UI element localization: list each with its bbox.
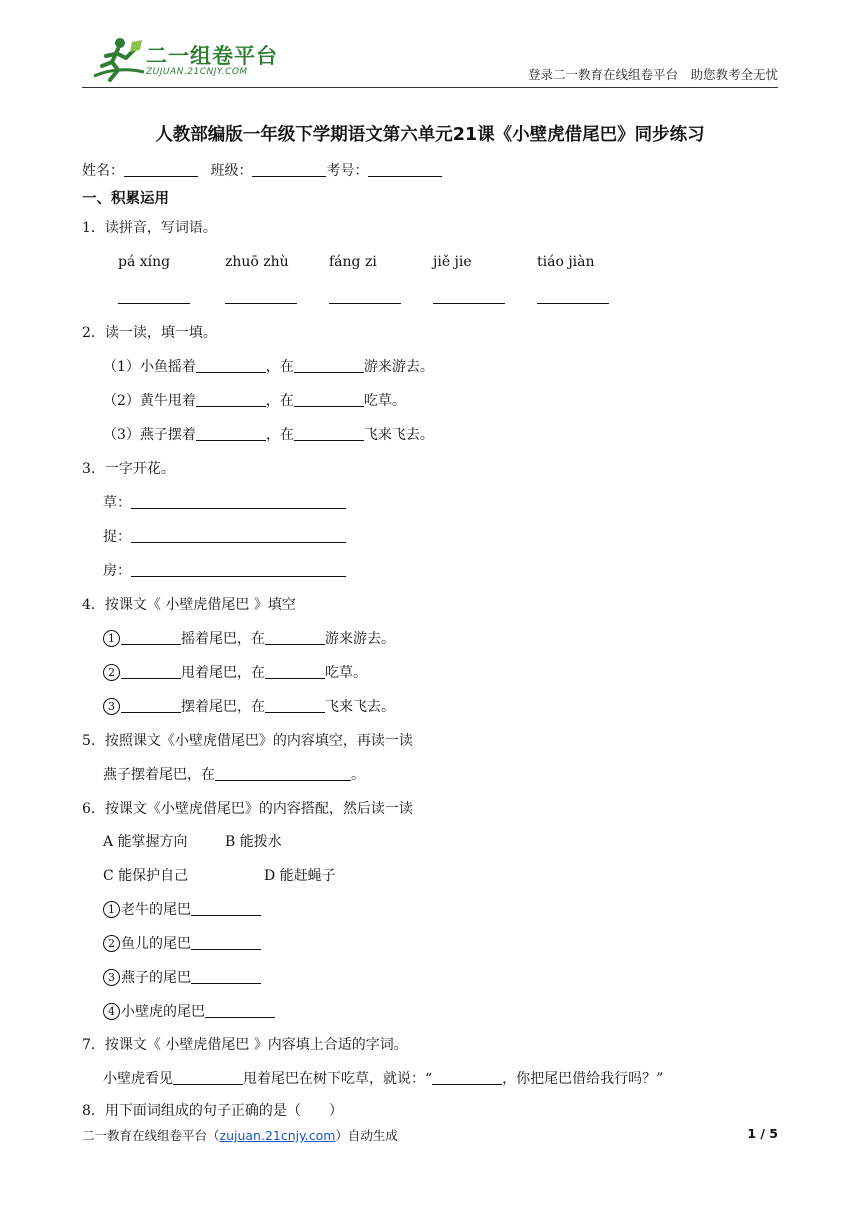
item-text: 飞来飞去。: [325, 699, 395, 715]
question-4-item-3: [103, 697, 395, 717]
question-7-item: [103, 1069, 663, 1089]
question-1-stem: 1．读拼音，写词语。: [82, 220, 217, 236]
item-text: 燕子的尾巴: [121, 970, 191, 986]
pinyin-answer-blank-1[interactable]: [118, 303, 190, 304]
question-3-item-1: [103, 493, 346, 513]
circled-number: 1: [103, 901, 120, 918]
option-a: A 能掌握方向: [103, 834, 188, 850]
footer-text: 二一教育在线组卷平台（: [82, 1128, 220, 1143]
question-4-item-1: [103, 629, 395, 649]
answer-blank[interactable]: [265, 629, 325, 645]
item-text: 飞来飞去。: [363, 427, 434, 443]
answer-blank[interactable]: [196, 357, 266, 373]
pinyin-answer-blank-5[interactable]: [537, 303, 609, 304]
pinyin-5: tiáo jiàn: [537, 254, 595, 270]
item-text: 游来游去。: [325, 631, 395, 647]
question-6-item-1: [103, 900, 261, 920]
answer-blank[interactable]: [432, 1069, 502, 1085]
answer-blank[interactable]: [265, 663, 325, 679]
pinyin-2: zhuō zhù: [225, 254, 289, 270]
circled-number: 3: [103, 698, 120, 715]
answer-blank[interactable]: [121, 697, 181, 713]
exam-number-blank[interactable]: [368, 161, 442, 177]
item-text: ，你把尾巴借给我行吗？”: [502, 1071, 664, 1087]
class-label: 班级：: [210, 163, 253, 179]
question-6-item-3: [103, 968, 261, 988]
answer-blank[interactable]: [196, 391, 266, 407]
option-b: B 能拨水: [225, 834, 282, 850]
question-6-item-2: [103, 934, 261, 954]
option-c: C 能保护自己: [103, 868, 189, 884]
question-7-stem: 7．按课文《 小壁虎借尾巴 》内容填上合适的字词。: [82, 1037, 408, 1053]
item-text: 甩着尾巴在树下吃草，就说：“: [243, 1071, 433, 1087]
item-text: 鱼儿的尾巴: [121, 936, 191, 952]
question-5-item: [103, 765, 365, 785]
pinyin-1: pá xíng: [118, 254, 171, 270]
item-text: 游来游去。: [363, 359, 434, 375]
class-blank[interactable]: [252, 161, 326, 177]
answer-blank[interactable]: [173, 1069, 243, 1085]
item-text: ，在: [265, 427, 294, 443]
answer-blank[interactable]: [191, 900, 261, 916]
item-text: （2）黄牛甩着: [103, 393, 196, 409]
answer-blank[interactable]: [121, 629, 181, 645]
section-heading: 一、积累运用: [82, 191, 169, 207]
item-text: ，在: [265, 359, 294, 375]
pinyin-3: fáng zi: [329, 254, 377, 270]
item-text: 吃草。: [363, 393, 406, 409]
item-text: 老牛的尾巴: [121, 902, 191, 918]
item-text: 捉：: [103, 529, 131, 545]
question-4-stem: 4．按课文《 小壁虎借尾巴 》填空: [82, 597, 296, 613]
answer-blank[interactable]: [205, 1002, 275, 1018]
answer-blank[interactable]: [265, 697, 325, 713]
answer-blank[interactable]: [191, 934, 261, 950]
pinyin-4: jiě jie: [433, 254, 472, 270]
item-text: 小壁虎的尾巴: [121, 1004, 205, 1020]
answer-blank[interactable]: [191, 968, 261, 984]
exam-number-label: 考号：: [326, 163, 369, 179]
option-d: D 能赶蝇子: [264, 868, 336, 884]
answer-blank[interactable]: [131, 561, 346, 577]
item-text: （3）燕子摆着: [103, 427, 196, 443]
question-3-item-3: [103, 561, 346, 581]
circled-number: 4: [103, 1003, 120, 1020]
item-text: 甩着尾巴，在: [181, 665, 265, 681]
footer-text: ）自动生成: [335, 1128, 398, 1143]
logo-subtitle: ZUJUAN.21CNJY.COM: [146, 67, 248, 77]
footer-generator: [82, 1126, 398, 1144]
header-slogan: 登录二一教育在线组卷平台 助您教考全无忧: [527, 67, 778, 82]
item-text: 。: [351, 767, 365, 783]
answer-blank[interactable]: [294, 357, 364, 373]
item-text: 燕子摆着尾巴，在: [103, 767, 215, 783]
answer-blank[interactable]: [294, 391, 364, 407]
logo-text: 二一组卷平台: [146, 44, 278, 68]
header-divider: [82, 87, 778, 88]
item-text: 摆着尾巴，在: [181, 699, 265, 715]
answer-blank[interactable]: [215, 765, 351, 781]
answer-blank[interactable]: [196, 425, 266, 441]
circled-number: 2: [103, 664, 120, 681]
question-2-item-3: [103, 425, 434, 445]
circled-number: 2: [103, 935, 120, 952]
question-6-item-4: [103, 1002, 275, 1022]
page-number: 1 / 5: [747, 1126, 778, 1141]
question-2-item-2: [103, 391, 406, 411]
pinyin-answer-blank-4[interactable]: [433, 303, 505, 304]
question-6-stem: 6．按课文《小壁虎借尾巴》的内容搭配，然后读一读: [82, 801, 413, 817]
item-text: （1）小鱼摇着: [103, 359, 196, 375]
answer-blank[interactable]: [121, 663, 181, 679]
question-3-stem: 3．一字开花。: [82, 461, 175, 477]
answer-blank[interactable]: [131, 493, 346, 509]
item-text: 房：: [103, 563, 131, 579]
answer-blank[interactable]: [131, 527, 346, 543]
question-5-stem: 5．按照课文《小壁虎借尾巴》的内容填空，再读一读: [82, 733, 413, 749]
name-label: 姓名：: [82, 163, 124, 179]
footer-link[interactable]: zujuan.21cnjy.com: [219, 1128, 336, 1143]
question-8-stem: 8．用下面词组成的句子正确的是（ ）: [82, 1103, 343, 1119]
item-text: 草：: [103, 495, 131, 511]
item-text: 摇着尾巴，在: [181, 631, 265, 647]
circled-number: 3: [103, 969, 120, 986]
question-2-stem: 2．读一读，填一填。: [82, 325, 217, 341]
question-2-item-1: [103, 357, 434, 377]
answer-blank[interactable]: [294, 425, 364, 441]
item-text: 小壁虎看见: [103, 1071, 173, 1087]
name-blank[interactable]: [124, 161, 198, 177]
item-text: 吃草。: [325, 665, 367, 681]
student-info-row: [82, 161, 442, 181]
page-title: 人教部编版一年级下学期语文第六单元21课《小壁虎借尾巴》同步练习: [155, 125, 705, 145]
pinyin-answer-blank-3[interactable]: [329, 303, 401, 304]
question-4-item-2: [103, 663, 367, 683]
question-3-item-2: [103, 527, 346, 547]
circled-number: 1: [103, 630, 120, 647]
pinyin-answer-blank-2[interactable]: [225, 303, 297, 304]
item-text: ，在: [265, 393, 294, 409]
